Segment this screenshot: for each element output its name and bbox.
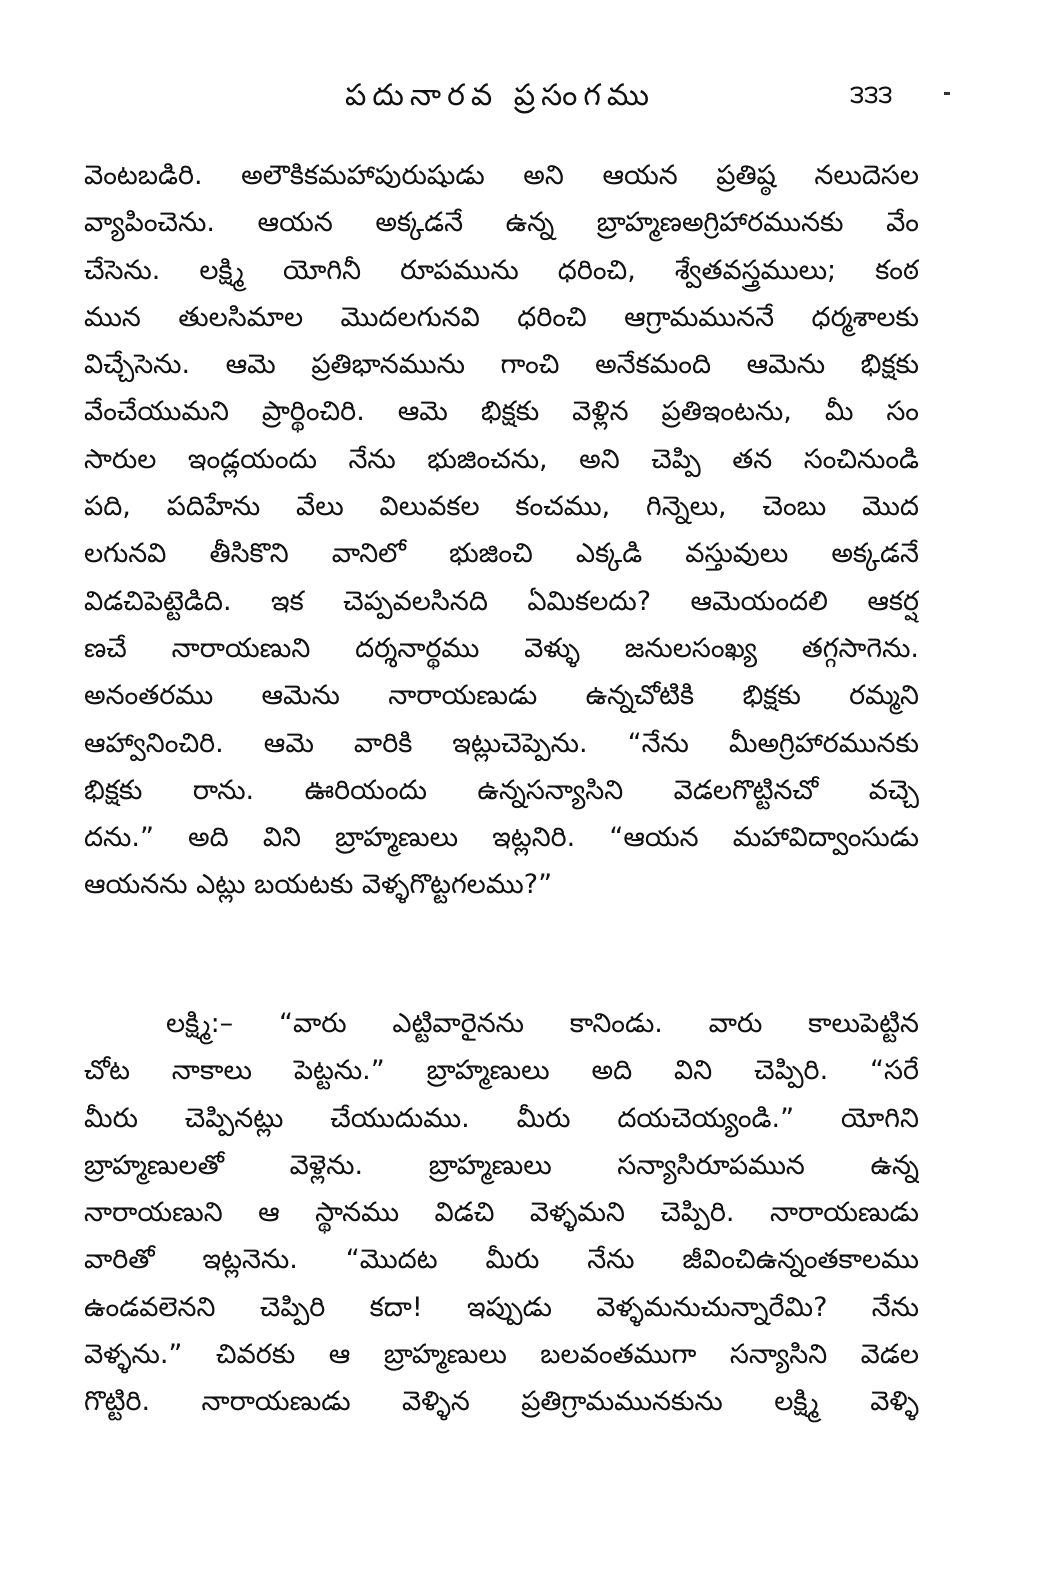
text-line: లగునవి తీసికొని వానిలో భుజించి ఎక్కడి వస్తువులు అక్కడనే	[84, 538, 919, 570]
text-line: సారుల ఇండ్లయందు నేను భుజించను, అని చెప్పి తన సంచినుండి	[84, 443, 919, 475]
text-line: దను.” అది విని బ్రాహ్మణులు ఇట్లనిరి. “ఆయన మహావిద్వాంసుడు	[84, 822, 919, 854]
scan-mark	[944, 92, 950, 95]
text-line: లక్ష్మి:– “వారు ఎట్టివారైనను కానిండు. వారు కాలుపెట్టిన	[166, 1008, 919, 1039]
text-line: వేంచేయుమని ప్రార్థించిరి. ఆమె భిక్షకు వెళ్లిన ప్రతిఇంటను, మీ సం	[84, 396, 919, 428]
text-line: ఆహ్వానించిరి. ఆమె వారికి ఇట్లుచెప్పెను. “నేను మీఅగ్రిహారమునకు	[84, 727, 919, 759]
text-line: ఆయనను ఎట్లు బయటకు వెళ్ళగొట్టగలము?”	[84, 869, 553, 901]
text-line: గొట్టిరి. నారాయణుడు వెళ్ళిన ప్రతిగ్రామమునకును లక్ష్మి వెళ్ళి	[84, 1386, 919, 1418]
text-line: నారాయణుని ఆ స్థానము విడచి వెళ్ళమని చెప్పిరి. నారాయణుడు	[84, 1197, 919, 1229]
page-number: ౩౩౩	[850, 80, 893, 110]
text-line: బ్రాహ్మణులతో వెళ్లెను. బ్రాహ్మణులు సన్యాసిరూపమున ఉన్న	[84, 1149, 919, 1181]
text-line: ణచే నారాయణుని దర్శనార్థము వెళ్ళు జనులసంఖ్య తగ్గసాగెను.	[84, 632, 919, 664]
text-line: వెంటబడిరి. అలౌకికమహాపురుషుడు అని ఆయన ప్రతిష్ఠ నలుదెసల	[84, 160, 919, 191]
paragraph-1	[84, 152, 919, 909]
text-line: ఉండవలెనని చెప్పిరి కదా! ఇప్పుడు వెళ్ళమనుచున్నారేమి? నేను	[84, 1291, 919, 1323]
text-line: మున తులసిమాల మొదలగునవి ధరించి ఆగ్రామముననే ధర్మశాలకు	[84, 301, 919, 333]
text-line: వెళ్ళను.” చివరకు ఆ బ్రాహ్మణులు బలవంతముగా సన్యాసిని వెడల	[84, 1339, 919, 1371]
text-line: విచ్చేసెను. ఆమె ప్రతిభానమును గాంచి అనేకమంది ఆమెను భిక్షకు	[84, 349, 919, 381]
running-head: పదునారవ ప్రసంగము	[345, 78, 655, 113]
text-line: భిక్షకు రాను. ఊరియందు ఉన్నసన్యాసిని వెడలగొట్టినచో వచ్చె	[84, 774, 919, 806]
text-line: చేసెను. లక్ష్మి యోగినీ రూపమును ధరించి, శ్వేతవస్త్రములు; కంఠ	[84, 254, 919, 286]
text-line: పది, పదిహేను వేలు విలువకల కంచము, గిన్నెలు, చెంబు మొద	[84, 491, 919, 523]
text-line: మీరు చెప్పినట్లు చేయుదుము. మీరు దయచెయ్యండి.” యోగిని	[84, 1102, 919, 1134]
text-line: అనంతరము ఆమెను నారాయణుడు ఉన్నచోటికి భిక్షకు రమ్మని	[84, 680, 919, 712]
paragraph-2	[84, 1000, 919, 1426]
text-line: చోట నాకాలు పెట్టను.” బ్రాహ్మణులు అది విని చెప్పిరి. “సరే	[84, 1055, 919, 1087]
text-line: విడచిపెట్టెడిది. ఇక చెప్పవలసినది ఏమికలదు? ఆమెయందలి ఆకర్ష	[84, 585, 919, 617]
text-line: వారితో ఇట్లనెను. “మొదట మీరు నేను జీవించిఉన్నంతకాలము	[84, 1244, 919, 1276]
text-line: వ్యాపించెను. ఆయన అక్కడనే ఉన్న బ్రాహ్మణఅగ్రిహారమునకు వేం	[84, 207, 919, 239]
